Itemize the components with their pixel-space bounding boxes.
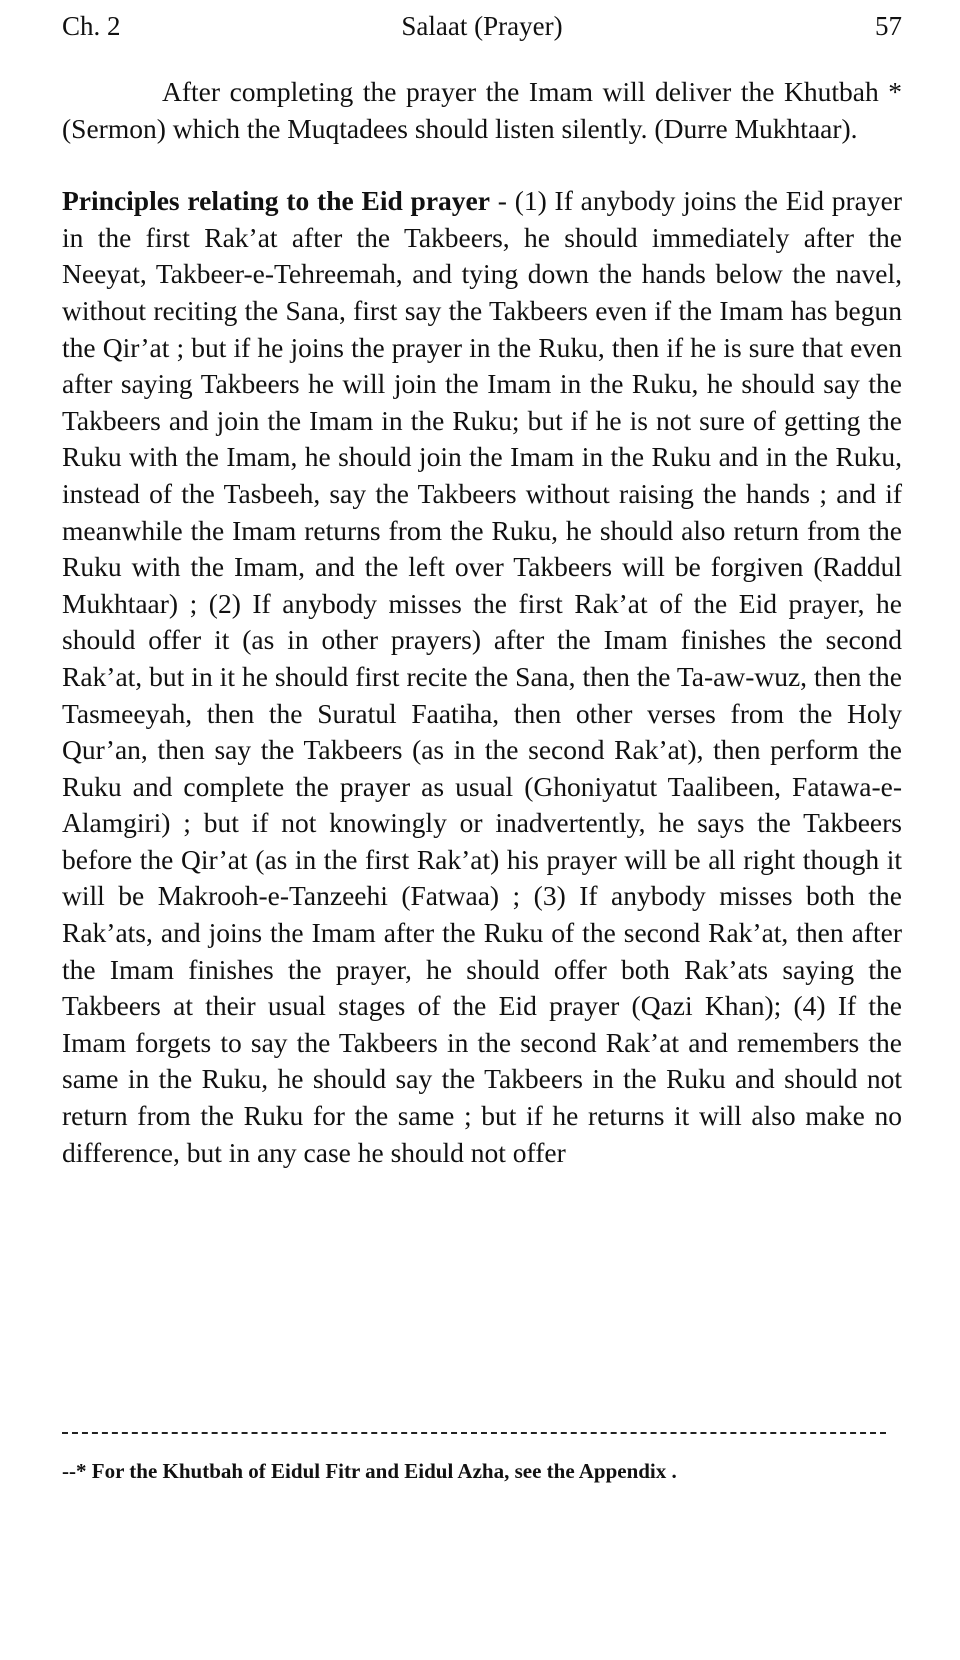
footnote-text: For the Khutbah of Eidul Fitr and Eidul Azha, see the Appendix . [86, 1459, 677, 1483]
page-number: 57 [875, 11, 902, 41]
footnote-marker: --* [62, 1459, 87, 1483]
principles-text: - (1) If anybody joins the Eid prayer in the first Rak’at after the Takbeers, he should immediately after the Neeyat, Takbeer-e-Tehreemah, and tying down the hands below the navel, without reciting the Sana, first say the Takbeers even if the Imam has begun the Qir’at ; but if he joins the prayer in the Ruku, then if he is sure that even after saying Takbeers he will join the Imam in the Ruku, he should say the Takbeers and join the Imam in the Ruku; but if he is not sure of getting the Ruku with the Imam, he should join the Imam in the Ruku and in the Ruku, instead of the Tasbeeh, say the Takbeers without raising the hands ; and if meanwhile the Imam returns from the Ruku, he should also return from the Ruku with the Imam, and the left over Takbeers will be forgiven (Raddul Mukhtaar) ; (2) If anybody misses the first Rak’at of the Eid prayer, he should offer it (as in other prayers) after the Imam finishes the second Rak’at, but in it he should first recite the Sana, then the Ta-aw-wuz, then the Tasmeeyah, then the Suratul Faatiha, then other verses from the Holy Qur’an, then say the Takbeers (as in the second Rak’at), then perform the Ruku and complete the prayer as usual (Ghoniyatut Taalibeen, Fatawa-e-Alamgiri) ; but if not knowingly or inadvertently, he says the Takbeers before the Qir’at (as in the first Rak’at) his prayer will be all right though it will be Makrooh-e-Tanzeehi (Fatwaa) ; (3) If anybody misses both the Rak’ats, and joins the Imam after the Ruku of the second Rak’at, then after the Imam finishes the prayer, he should offer both Rak’ats saying the Takbeers at their usual stages of the Eid prayer (Qazi Khan); (4) If the Imam forgets to say the Takbeers in the second Rak’at and remembers the same in the Ruku, he should say the Takbeers in the Ruku and should not return from the Ruku for the same ; but if he returns it will also make no difference, but in any case he should not offer [62, 185, 902, 1168]
intro-paragraph: After completing the prayer the Imam will deliver the Khutbah * (Sermon) which the Muqtadees should listen silently. (Durre Mukhtaar). [62, 76, 902, 144]
running-title: Salaat (Prayer) [401, 11, 563, 41]
principles-heading: Principles relating to the Eid prayer [62, 185, 490, 217]
footnote-divider [62, 1432, 886, 1434]
page-header [62, 6, 902, 46]
body-text [62, 74, 902, 1171]
principles-paragraph [62, 183, 902, 1171]
footnote [62, 1456, 902, 1486]
chapter-label: Ch. 2 [62, 11, 121, 41]
